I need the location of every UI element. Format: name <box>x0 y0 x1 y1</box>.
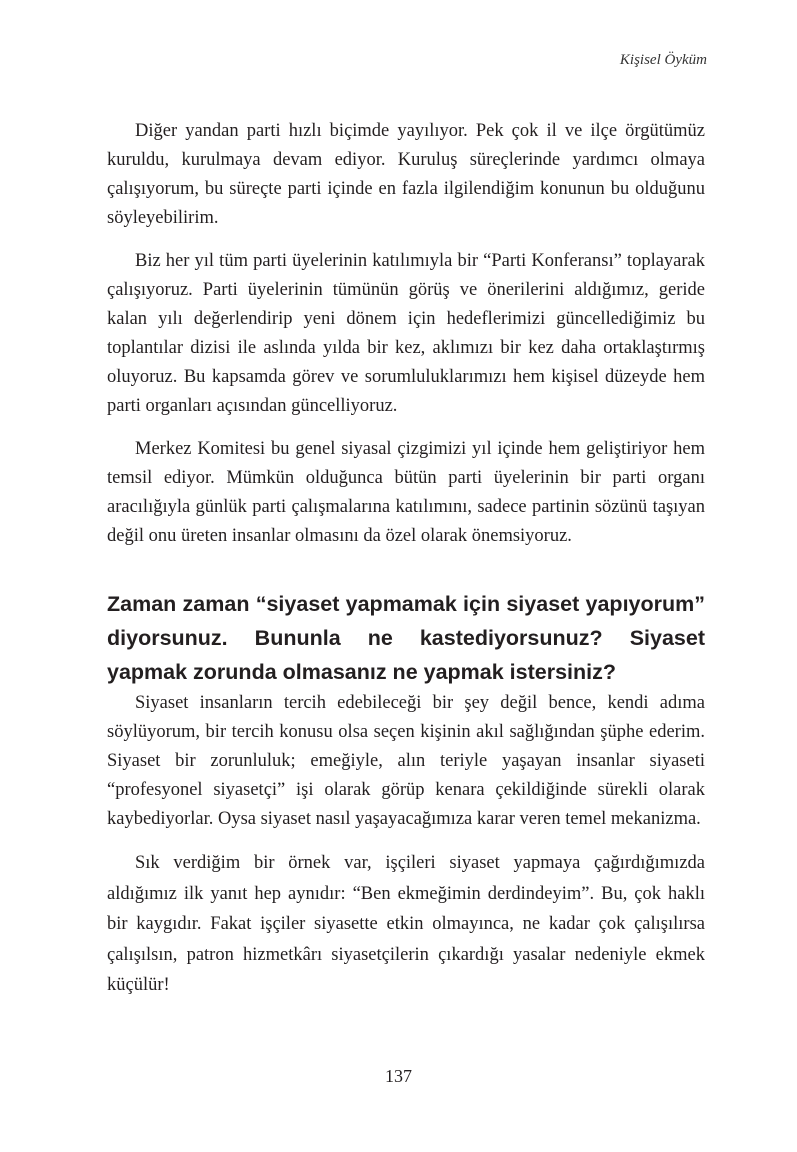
page-number: 137 <box>385 1066 412 1086</box>
interview-question: Zaman zaman “siyaset yapmamak için siyaset yapıyorum” diyorsunuz. Bununla ne kastediyorsunuz? Siyaset yapmak zorunda olmasanız ne yapmak istersiniz? <box>107 592 705 684</box>
paragraph: Sık verdiğim bir örnek var, işçileri siyaset yapmaya çağırdığımızda aldığımız ilk yanıt hep aynıdır: “Ben ekmeğimin derdindeyim”. Bu, çok haklı bir kaygıdır. Fakat işçiler siyasette etkin olmayınca, ne kadar çok çalışılırsa çalışılsın, patron hizmetkârı siyasetçilerin çıkardığı yasalar nedeniyle ekmek küçülür! <box>107 853 705 995</box>
paragraph: Biz her yıl tüm parti üyelerinin katılımıyla bir “Parti Konferansı” toplayarak çalışıyoruz. Parti üyelerinin tümünün görüş ve önerilerini aldığımız, geride kalan yılı değerlendirip yeni dönem için hedeflerimizi güncellediğimiz bu toplantılar dizisi ile aslında yılda bir kez, aklımızı bir kez daha ortaklaştırmış oluyoruz. Bu kapsamda görev ve sorumluluklarımızı hem kişisel düzeyde hem parti organları açısından güncelliyoruz. <box>107 251 705 416</box>
paragraph: Siyaset insanların tercih edebileceği bir şey değil bence, kendi adıma söylüyorum, bir tercih konusu olsa seçen kişinin akıl sağlığından şüphe ederim. Siyaset bir zorunluluk; emeğiyle, alın teriyle yaşayan insanlar siyaseti “profesyonel siyasetçi” işi olarak görüp kenara çekildiğinde sürekli olarak kaybediyorlar. Oysa siyaset nasıl yaşayacağımıza karar veren temel mekanizma. <box>107 693 705 829</box>
paragraph: Diğer yandan parti hızlı biçimde yayılıyor. Pek çok il ve ilçe örgütümüz kuruldu, kurulmaya devam ediyor. Kuruluş süreçlerinde yardımcı olmaya çalışıyorum, bu süreçte parti içinde en fazla ilgilendiğim konunun bu olduğunu söyleyebilirim. <box>107 121 705 228</box>
running-head: Kişisel Öyküm <box>619 52 707 68</box>
page-body <box>107 117 705 1015</box>
paragraph: Merkez Komitesi bu genel siyasal çizgimizi yıl içinde hem geliştiriyor hem temsil ediyor. Mümkün olduğunca bütün parti üyelerinin bir parti organı aracılığıyla günlük parti çalışmalarına katılımını, sadece partinin sözünü taşıyan değil onu üreten insanlar olmasını da özel olarak önemsiyoruz. <box>107 439 705 546</box>
